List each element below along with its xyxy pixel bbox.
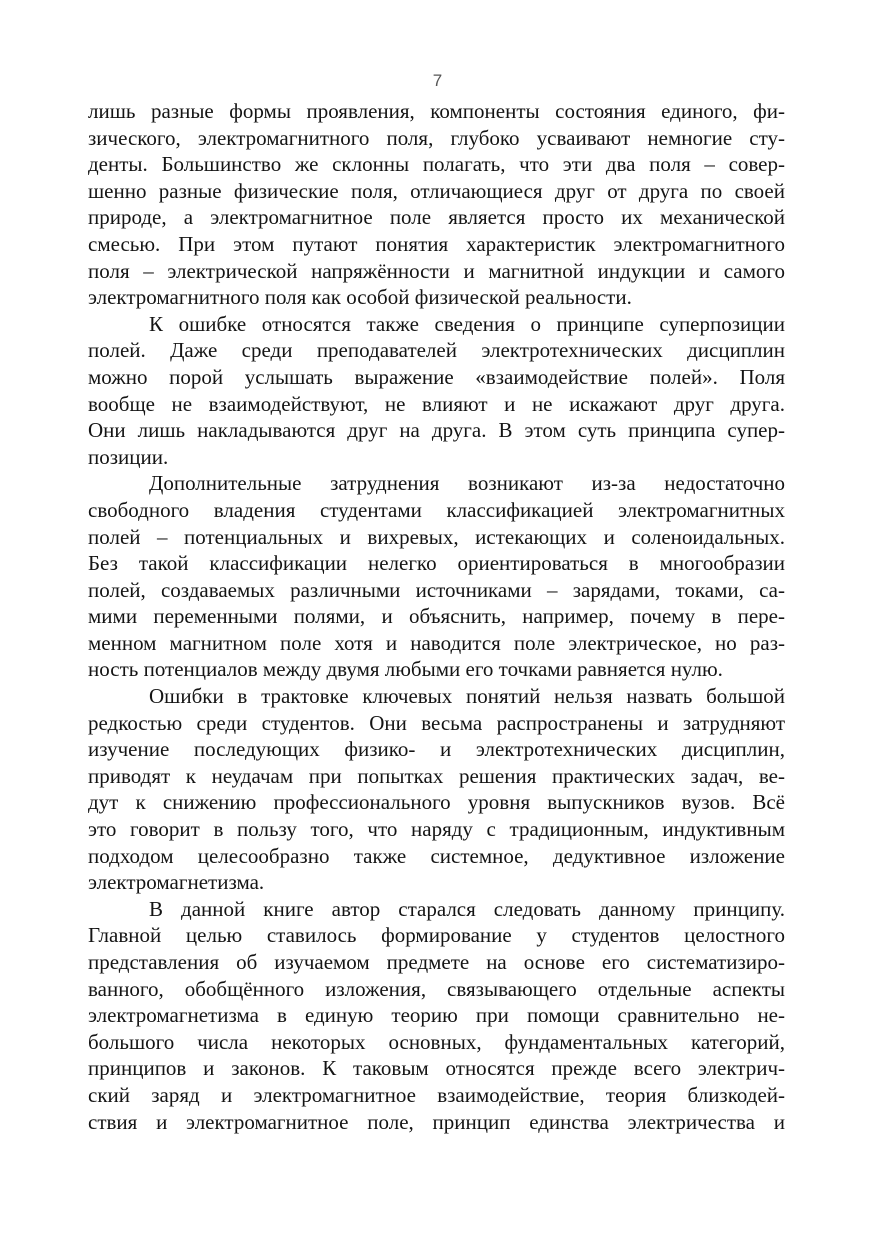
text-line: природе, а электромагнитное поле является просто их механической bbox=[88, 205, 785, 230]
paragraph bbox=[88, 311, 785, 471]
text-line: подходом целесообразно также системное, дедуктивное изложение bbox=[88, 843, 785, 868]
text-line: ствия и электромагнитное поле, принцип единства электричества и bbox=[88, 1109, 785, 1134]
text-line: мими переменными полями, и объяснить, например, почему в пере- bbox=[88, 604, 785, 629]
text-line: менном магнитном поле хотя и наводится поле электрическое, но раз- bbox=[88, 630, 785, 655]
text-line: ванного, обобщённого изложения, связывающего отдельные аспекты bbox=[88, 976, 785, 1001]
text-line: К ошибке относятся также сведения о принципе суперпозиции bbox=[149, 311, 785, 336]
text-line: Главной целью ставилось формирование у студентов целостного bbox=[88, 923, 785, 948]
page-number: 7 bbox=[432, 71, 443, 90]
text-line: электромагнетизма. bbox=[88, 870, 265, 895]
text-line: денты. Большинство же склонны полагать, что эти два поля – совер- bbox=[88, 152, 785, 177]
text-line: приводят к неудачам при попытках решения практических задач, ве- bbox=[88, 763, 785, 788]
text-line: ность потенциалов между двумя любыми его точками равняется нулю. bbox=[88, 657, 723, 682]
text-line: ский заряд и электромагнитное взаимодействие, теория близкодей- bbox=[88, 1082, 785, 1107]
text-line: Дополнительные затруднения возникают из-за недостаточно bbox=[149, 471, 785, 496]
text-line: большого числа некоторых основных, фундаментальных категорий, bbox=[88, 1029, 785, 1054]
text-line: лишь разные формы проявления, компоненты состояния единого, фи- bbox=[88, 99, 785, 123]
text-line: полей. Даже среди преподавателей электротехнических дисциплин bbox=[88, 338, 785, 363]
text-line: электромагнетизма в единую теорию при помощи сравнительно не- bbox=[88, 1003, 785, 1028]
text-line: Без такой классификации нелегко ориентироваться в многообразии bbox=[88, 551, 785, 576]
paragraph bbox=[88, 683, 785, 896]
text-line: полей, создаваемых различными источниками – зарядами, токами, са- bbox=[88, 577, 785, 602]
paragraph bbox=[88, 98, 785, 311]
text-line: можно порой услышать выражение «взаимодействие полей». Поля bbox=[88, 364, 785, 389]
body-text bbox=[88, 98, 785, 1135]
text-line: вообще не взаимодействуют, не влияют и не искажают друг друга. bbox=[88, 391, 785, 416]
text-line: это говорит в пользу того, что наряду с традиционным, индуктивным bbox=[88, 817, 785, 842]
text-line: электромагнитного поля как особой физической реальности. bbox=[88, 285, 632, 310]
text-line: редкостью среди студентов. Они весьма распространены и затрудняют bbox=[88, 710, 785, 735]
text-line: принципов и законов. К таковым относятся прежде всего электрич- bbox=[88, 1056, 785, 1081]
text-line: зического, электромагнитного поля, глубоко усваивают немногие сту- bbox=[88, 125, 785, 150]
text-line: шенно разные физические поля, отличающиеся друг от друга по своей bbox=[88, 178, 785, 203]
text-line: представления об изучаемом предмете на основе его систематизиро- bbox=[88, 950, 785, 974]
text-line: Ошибки в трактовке ключевых понятий нельзя назвать большой bbox=[149, 684, 785, 709]
text-line: поля – электрической напряжённости и магнитной индукции и самого bbox=[88, 258, 785, 283]
text-line: дут к снижению профессионального уровня выпускников вузов. Всё bbox=[88, 790, 785, 815]
text-line: свободного владения студентами классификацией электромагнитных bbox=[88, 497, 785, 522]
text-line: позиции. bbox=[88, 444, 169, 469]
text-line: Они лишь накладываются друг на друга. В этом суть принципа супер- bbox=[88, 418, 785, 443]
paragraph bbox=[88, 896, 785, 1135]
text-line: В данной книге автор старался следовать данному принципу. bbox=[149, 896, 785, 921]
paragraph bbox=[88, 470, 785, 683]
text-line: изучение последующих физико- и электротехнических дисциплин, bbox=[88, 737, 785, 762]
text-line: полей – потенциальных и вихревых, истекающих и соленоидальных. bbox=[88, 524, 785, 549]
text-line: смесью. При этом путают понятия характеристик электромагнитного bbox=[88, 231, 785, 256]
